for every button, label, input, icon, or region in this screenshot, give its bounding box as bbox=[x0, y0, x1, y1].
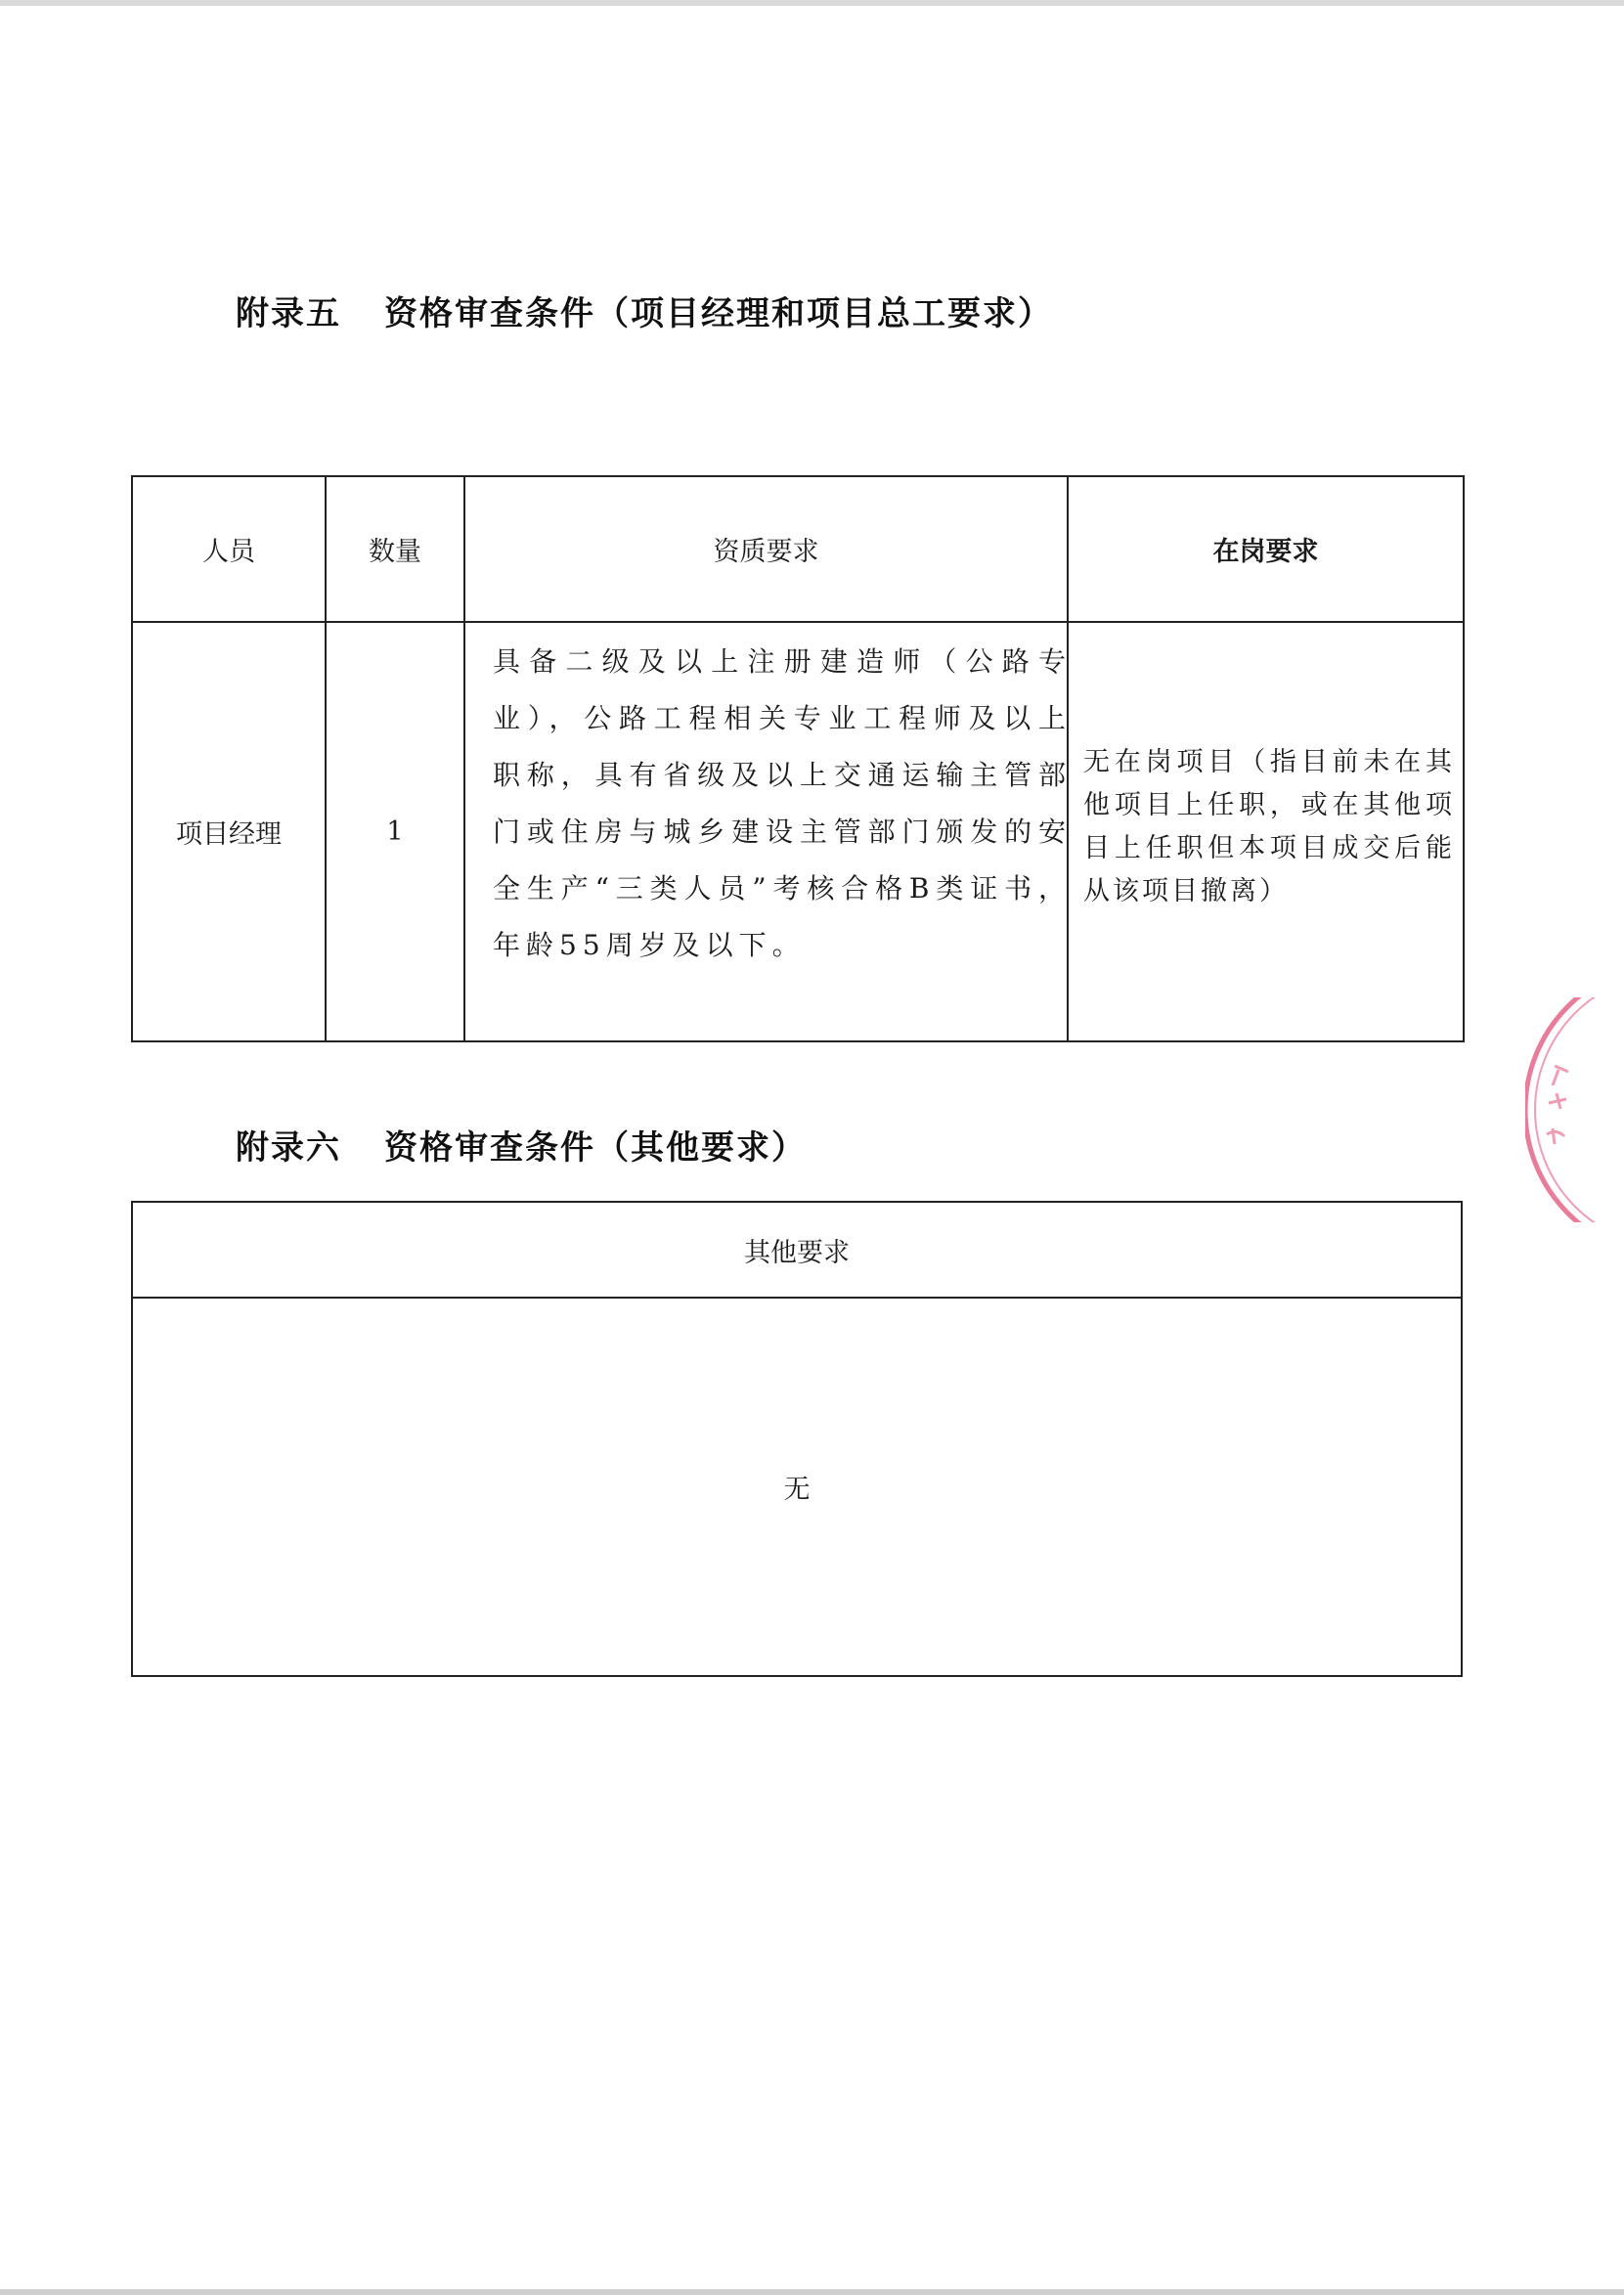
row-on-post: 无在岗项目（指目前未在其他项目上任职，或在其他项目上任职但本项目成交后能从该项目撤离） bbox=[1083, 747, 1455, 906]
appendix6-heading bbox=[236, 1121, 807, 1169]
header-qualification: 资质要求 bbox=[713, 537, 819, 567]
appendix5-heading bbox=[236, 287, 1053, 334]
appendix6-number: 附录六 bbox=[236, 1128, 341, 1168]
header-other-requirements: 其他要求 bbox=[744, 1237, 850, 1268]
seal-stamp-fragment bbox=[1525, 997, 1624, 1222]
appendix5-number: 附录五 bbox=[236, 294, 341, 333]
appendix6-table bbox=[131, 1201, 1463, 1677]
row-qualification: 具备二级及以上注册建造师（公路专业），公路工程相关专业工程师及以上职称，具有省级及以上交通运输主管部门或住房与城乡建设主管部门颁发的安全生产“三类人员”考核合格B类证书，年龄55周岁及以下。 bbox=[493, 645, 1072, 961]
seal-stamp-icon bbox=[1525, 997, 1624, 1222]
header-personnel: 人员 bbox=[202, 537, 255, 567]
appendix5-title: 资格审查条件（项目经理和项目总工要求） bbox=[384, 294, 1053, 333]
appendix5-table bbox=[131, 475, 1465, 1042]
header-quantity: 数量 bbox=[369, 537, 421, 567]
header-on-post: 在岗要求 bbox=[1212, 537, 1319, 567]
page-bottom-edge bbox=[0, 2289, 1624, 2295]
page-top-edge bbox=[0, 0, 1624, 6]
row-quantity: 1 bbox=[386, 816, 404, 847]
appendix6-title: 资格审查条件（其他要求） bbox=[384, 1128, 807, 1168]
row-personnel: 项目经理 bbox=[176, 819, 282, 850]
other-requirements-value: 无 bbox=[783, 1475, 811, 1505]
